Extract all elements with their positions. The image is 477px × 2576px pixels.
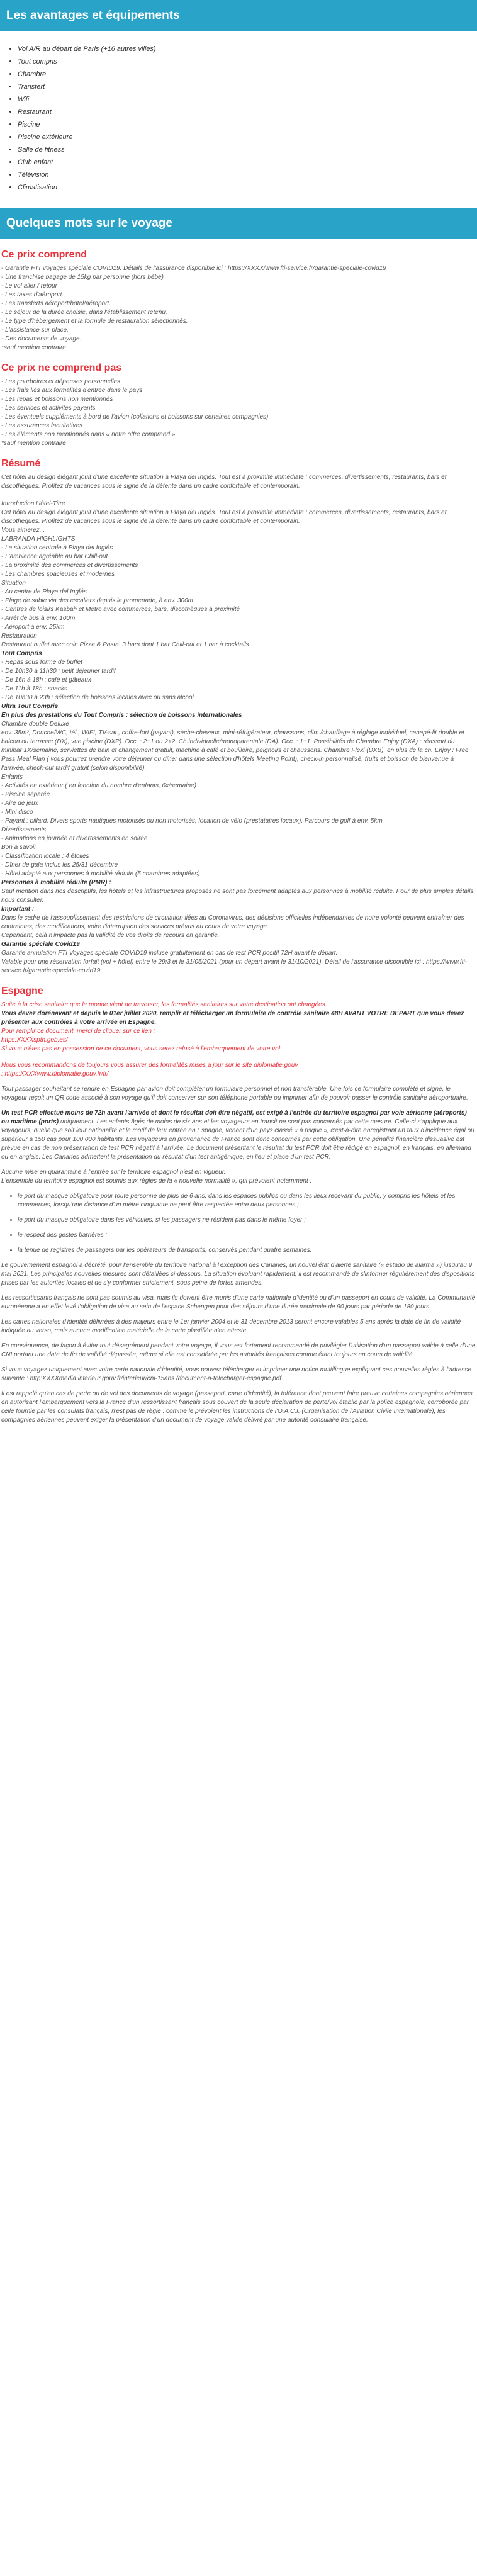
detail-line: - Activités en extérieur ( en fonction du nombre d'enfants, 6x/semaine) — [1, 782, 197, 789]
advantage-item: • Télévision — [18, 169, 477, 181]
detail-line: - Aéroport à env. 25km — [1, 624, 65, 631]
detail-line: - Hôtel adapté aux personnes à mobilité réduite (5 chambres adaptées) — [1, 870, 200, 877]
detail-line: - Payant : billard. Divers sports nautiques motorisés ou non motorisés, location de vélo (prestataires locaux). Parcours de golf à env. 5km — [1, 818, 383, 824]
summary-text: Cet hôtel au design élégant jouit d'une excellente situation à Playa del Inglés. Tout est à proximité immédiate : commerces, divertissements, restaurants, bars et discothèques. Profitez de vacances sous le signe de la détente dans un cadre confortable et contemporain. — [1, 474, 447, 490]
detail-line: - Classification locale : 4 étoiles — [1, 853, 89, 860]
advantage-item: • Piscine extérieure — [18, 131, 477, 143]
includes-item: - Le séjour de la durée choisie, dans l'établissement retenu. — [1, 309, 167, 316]
notice-paragraph: Si vous voyagez uniquement avec votre carte nationale d'identité, vous pouvez télécharger et imprimer une notice multilingue expliquant ces nouvelles règles à l'adresse suivante : http:XXXXmedia.interieur.gouv.fr/interieur/cni-15ans /document-a-telecharger-espagne.pdf. — [1, 1366, 472, 1382]
detail-line: LABRANDA HIGHLIGHTS — [1, 536, 76, 543]
detail-line: - Piscine séparée — [1, 791, 50, 798]
detail-line: env. 35m², Douche/WC, tél., WIFI, TV-sat., coffre-fort (payant), sèche-cheveux, mini-réfrigérateur, chaussons, clim./chauffage à réglage individuel, canapé-lit double et balcon ou terrasse (DX), vue piscine (DXP). Occ. : 2+1 ou 2+2. Ch.individuelle/monoparentale (DA). Occ. : 1+1. Possibilités de Chambre Enjoy (DXA) : réassort du minibar 1X/semaine, serviettes de bain et changement gratuit, machine à café et bouilloire, peignoirs et chaussons. Chambre Flexi (DXB), en plus de la ch. Enjoy : Free Pass Meal Plan ( vous pourrez prendre votre déjeuner ou dîner dans une sélection d'hôtels Meeting Point), check-in personnalisé, fruits et boisson de bienvenue à l'arrivée, check-out tardif gratuit (selon disponibilité). — [1, 729, 469, 772]
hotel-details — [1, 526, 476, 976]
detail-line: Chambre double Deluxe — [1, 721, 69, 728]
loss-paragraph: Il est rappelé qu'en cas de perte ou de vol des documents de voyage (passeport, carte d'identité), la tolérance dont peuvent faire preuve certaines compagnies aériennes en autorisant l'embarquement vers la France d'un ressortissant français sous couvert de la seule déclaration de perte/vol établie par la police espagnole, corroborée par celle fournie par les consulats français, n'est pas de règle : comme le prévoient les instructions de l'O.A.C.I. (Organisation de l'Aviation Civile Internationale), les compagnies aériennes peuvent exiger la présentation d'un document de voyage valide délivré par une autorité consulaire française. — [1, 1390, 473, 1424]
intro-label: Introduction Hôtel-Titre — [1, 500, 65, 507]
alert-line: Vous devez dorénavant et depuis le 01er juillet 2020, remplir et télécharger un formulaire de contrôle sanitaire 48H AVANT VOTRE DEPART que vous devez présenter aux contrôles à votre arrivée en Espagne. — [1, 1010, 464, 1026]
id-card-paragraph: Les cartes nationales d'identité délivrées à des majeurs entre le 1er janvier 2004 et le 31 décembre 2013 seront encore valables 5 ans après la date de fin de validité indiquée au verso, mais aucune modification matérielle de la carte plastifiée n'en atteste. — [1, 1319, 461, 1334]
detail-line: - De 10h30 à 11h30 : petit déjeuner tardif — [1, 668, 116, 675]
detail-line: Sauf mention dans nos descriptifs, les hôtels et les infrastructures proposés ne sont pas forcément adaptés aux personnes à mobilité réduite. Pour de plus amples détails, nous consulter. — [1, 888, 476, 904]
detail-line: - Dîner de gala inclus les 25/31 décembre — [1, 862, 118, 869]
detail-line: - Aire de jeux — [1, 800, 38, 807]
includes-item: - Des documents de voyage. — [1, 335, 82, 342]
passport-paragraph: En conséquence, de façon à éviter tout désagrément pendant votre voyage, il vous est fortement recommandé de privilégier l'utilisation d'un passeport valide à celle d'une CNI portant une date de fin de validité dépassée, même si elle est considérée par les autorités françaises comme étant toujours en cours de validité. — [1, 1342, 476, 1358]
diplomatie-line: Nous vous recommandons de toujours vous assurer des formalités mises à jour sur le site diplomatie.gouv. — [1, 1062, 300, 1069]
detail-line: - Arrêt de bus à env. 100m — [1, 615, 76, 622]
excludes-item: - Les éventuels suppléments à bord de l'avion (collations et boissons sur certaines compagnies) — [1, 413, 269, 420]
excludes-item: - Les repas et boissons non mentionnés — [1, 396, 113, 403]
summary-heading: Résumé — [1, 458, 41, 469]
trip-section — [0, 249, 477, 1425]
pcr-paragraph — [1, 1109, 476, 1162]
advantage-item: • Salle de fitness — [18, 143, 477, 156]
detail-line: Garantie annulation FTI Voyages spéciale COVID19 incluse gratuitement en cas de test PCR positif 72H avant le départ. — [1, 950, 338, 957]
spacer — [1, 491, 476, 500]
advantage-item: • Piscine — [18, 118, 477, 131]
includes-item: - Une franchise bagage de 15kg par personne (hors bébé) — [1, 274, 164, 281]
alert-line: Si vous n'êtes pas en possession de ce document, vous serez refusé à l'embarquement de votre vol. — [1, 1045, 282, 1052]
detail-line: - La situation centrale à Playa del Inglés — [1, 544, 113, 551]
advantage-item: • Chambre — [18, 68, 477, 81]
includes-item: *sauf mention contraire — [1, 344, 66, 351]
spain-heading: Espagne — [1, 986, 43, 996]
detail-line: Divertissements — [1, 826, 47, 833]
advantage-item: • Club enfant — [18, 156, 477, 169]
detail-line: - Repas sous forme de buffet — [1, 659, 82, 666]
detail-line: Restaurant buffet avec coin Pizza & Pasta. 3 bars dont 1 bar Chill-out et 1 bar à cocktails — [1, 641, 249, 648]
advantage-item: • Transfert — [18, 81, 477, 93]
advantage-item: • Vol A/R au départ de Paris (+16 autres villes) — [18, 43, 477, 55]
includes-item: - Les transferts aéroport/hôtel/aéroport. — [1, 300, 111, 307]
detail-line: - De 10h30 à 23h : sélection de boissons locales avec ou sans alcool — [1, 694, 194, 701]
detail-line: Restauration — [1, 633, 37, 639]
detail-line: Dans le cadre de l'assouplissement des restrictions de circulation liées au Coronavirus, des décisions officielles indépendantes de notre volonté peuvent entraîner des contraintes, des modifications, voire l'interruption des services prévus au cours de votre voyage. — [1, 914, 464, 930]
excludes-item: - Les frais liés aux formalités d'entrée dans le pays — [1, 387, 143, 394]
alert-line: Suite à la crise sanitaire que le monde vient de traverser, les formalités sanitaires sur votre destination ont changées. — [1, 1001, 327, 1008]
includes-heading: Ce prix comprend — [1, 249, 87, 260]
advantage-item: • Climatisation — [18, 181, 477, 194]
detail-line: - Mini disco — [1, 809, 33, 816]
normality-paragraph: L'ensemble du territoire espagnol est soumis aux règles de la « nouvelle normalité », qui prévoient notamment : — [1, 1178, 312, 1184]
pcr-text: uniquement. Les enfants âgés de moins de six ans et les voyageurs en transit ne sont pas concernés par cette mesure. Celle-ci s'applique aux voyageurs, quelle que soit leur nationalité et le motif de leur entrée en Espagne, venant d'un pays classé « à risque », c'est-à-dire enregistrant un taux d'incidence égal ou supérieur à 150 cas pour 100 000 habitants. Les voyageurs en provenance de France sont donc concernés par cette obligation. Une pénalité financière dissuasive est prévue en cas de non présentation de test PCR négatif à l'arrivée. Le document présentant le résultat du test PCR doit être rédigé en espagnol, en français, en allemand ou en anglais. Les Canaries admettent la présentation du résultat d'un test antigénique, en lieu et place d'un test PCR. — [1, 1118, 474, 1161]
excludes-item: - Les pourboires et dépenses personnelles — [1, 378, 121, 385]
alert-line: Pour remplir ce document, merci de cliquer sur ce lien : — [1, 1028, 155, 1035]
includes-item: - Garantie FTI Voyages spéciale COVID19. Détails de l'assurance disponible ici : https://XXXX/www.fti-service.fr/garantie-speciale-covid19 — [1, 265, 386, 272]
detail-line: - De 11h à 18h : snacks — [1, 685, 67, 692]
includes-item: - Le type d'hébergement et la formule de restauration sélectionnés. — [1, 318, 188, 325]
diplomatie-notice — [1, 1061, 476, 1079]
excludes-item: - Les assurances facultatives — [1, 422, 82, 429]
detail-line: Garantie spéciale Covid19 — [1, 941, 80, 948]
rule-item: • le port du masque obligatoire pour toute personne de plus de 6 ans, dans les espaces publics ou dans les lieux recevant du public, y compris les hôtels et les commerces, lorsqu'une distance d'un mètre cinquante ne peut être respectée entre deux personnes ; — [18, 1192, 476, 1210]
detail-line: Situation — [1, 580, 26, 587]
advantage-item: • Tout compris — [18, 55, 477, 68]
excludes-item: *sauf mention contraire — [1, 440, 66, 447]
pcr-bold: Un test PCR effectué moins de 72h avant l'arrivée et dont le résultat doit être négatif, est exigé à l'entrée du territoire espagnol par voie aérienne (aéroports) ou maritime (ports) — [1, 1110, 467, 1125]
advantages-list — [0, 43, 477, 194]
includes-list — [1, 264, 476, 352]
detail-line: - Animations en journée et divertissements en soirée — [1, 835, 148, 842]
rule-item: • le port du masque obligatoire dans les véhicules, si les passagers ne résident pas dans le même foyer ; — [18, 1216, 476, 1225]
detail-line: - La proximité des commerces et divertissements — [1, 562, 138, 569]
detail-line: Cependant, celà n'impacte pas la validité de vos droits de recours en garantie. — [1, 932, 220, 939]
detail-line: Important : — [1, 906, 35, 913]
diplomatie-line: : https:XXXXwww.diplomatie.gouv.fr/fr/ — [1, 1071, 109, 1077]
rules-list — [1, 1192, 476, 1255]
advantage-item: • Restaurant — [18, 106, 477, 118]
excludes-list — [1, 378, 476, 448]
detail-line: - Plage de sable via des escaliers depuis la promenade, à env. 300m — [1, 597, 193, 604]
detail-line: - L'ambiance agréable au bar Chill-out — [1, 553, 108, 560]
sanitary-alert — [1, 1001, 476, 1054]
form-paragraph: Tout passager souhaitant se rendre en Espagne par avion doit compléter un formulaire personnel et non transférable. Une fois ce formulaire complété et signé, le voyageur reçoit un QR code associé à son voyage qu'il doit conserver sur son téléphone portable ou imprimer afin de pouvoir passer le contrôle sanitaire aéroportuaire. — [1, 1086, 468, 1101]
detail-line: - Centres de loisirs Kasbah et Metro avec commerces, bars, discothèques à proximité — [1, 606, 240, 613]
excludes-item: - Les services et activités payants — [1, 405, 96, 412]
excludes-item: - Les éléments non mentionnés dans « notre offre comprend » — [1, 431, 176, 438]
detail-line: Bon à savoir — [1, 844, 36, 851]
detail-line: Valable pour une réservation forfait (vol + hôtel) entre le 29/3 et le 31/05/2021 (pour un départ avant le 31/10/2021). Détail de l'assurance disponible ici : https://www.fti-service.fr/garantie-speciale-covid19 — [1, 959, 468, 974]
rule-item: • le respect des gestes barrières ; — [18, 1231, 476, 1240]
detail-line: Tout Compris — [1, 650, 42, 657]
advantage-item: • Wifi — [18, 93, 477, 106]
detail-line: Personnes à mobilité réduite (PMR) : — [1, 879, 111, 886]
trip-banner: Quelques mots sur le voyage — [0, 208, 477, 239]
detail-line: - De 16h à 18h : café et gâteaux — [1, 677, 91, 683]
alert-state-paragraph: Le gouvernement espagnol a décrété, pour l'ensemble du territoire national à l'exception des Canaries, un nouvel état d'alerte sanitaire (« estado de alarma ») jusqu'au 9 mai 2021. Les principales nouvelles mesures sont détaillées ci-dessous. La situation évoluant rapidement, il est recommandé de s'informer régulièrement des dispositions prises par les autorités locales et de s'y conformer strictement, sous peine de fortes amendes. — [1, 1262, 475, 1286]
includes-item: - Les taxes d'aéroport. — [1, 291, 64, 298]
advantages-banner: Les avantages et équipements — [0, 0, 477, 31]
detail-line: Vous aimerez... — [1, 527, 45, 534]
detail-line: - Les chambres spacieuses et modernes — [1, 571, 115, 578]
detail-line: En plus des prestations du Tout Compris : sélection de boissons internationales — [1, 712, 242, 719]
includes-item: - Le vol aller / retour — [1, 283, 57, 290]
detail-line: Enfants — [1, 773, 23, 780]
quarantine-paragraph: Aucune mise en quarantaine à l'entrée sur le territoire espagnol n'est en vigueur. — [1, 1169, 226, 1176]
detail-line: Ultra Tout Compris — [1, 703, 59, 710]
excludes-heading: Ce prix ne comprend pas — [1, 363, 122, 373]
includes-item: - L'assistance sur place. — [1, 327, 69, 334]
alert-line: https:XXXXspth.gob.es/ — [1, 1037, 68, 1043]
detail-line: - Au centre de Playa del Inglés — [1, 588, 87, 595]
intro-text: Cet hôtel au design élégant jouit d'une excellente situation à Playa del Inglés. Tout est à proximité immédiate : commerces, divertissements, restaurants, bars et discothèques. Profitez de vacances sous le signe de la détente dans un cadre confortable et contemporain. — [1, 509, 447, 525]
rule-item: • la tenue de registres de passagers par les opérateurs de transports, conservés pendant quatre semaines. — [18, 1246, 476, 1255]
visa-paragraph: Les ressortissants français ne sont pas soumis au visa, mais ils doivent être munis d'une carte nationale d'identité ou d'un passeport en cours de validité. La Communauté européenne a en effet levé l'obligation de visa au sein de l'espace Schengen pour des séjours d'une durée maximale de 90 jours par période de 180 jours. — [1, 1295, 476, 1310]
